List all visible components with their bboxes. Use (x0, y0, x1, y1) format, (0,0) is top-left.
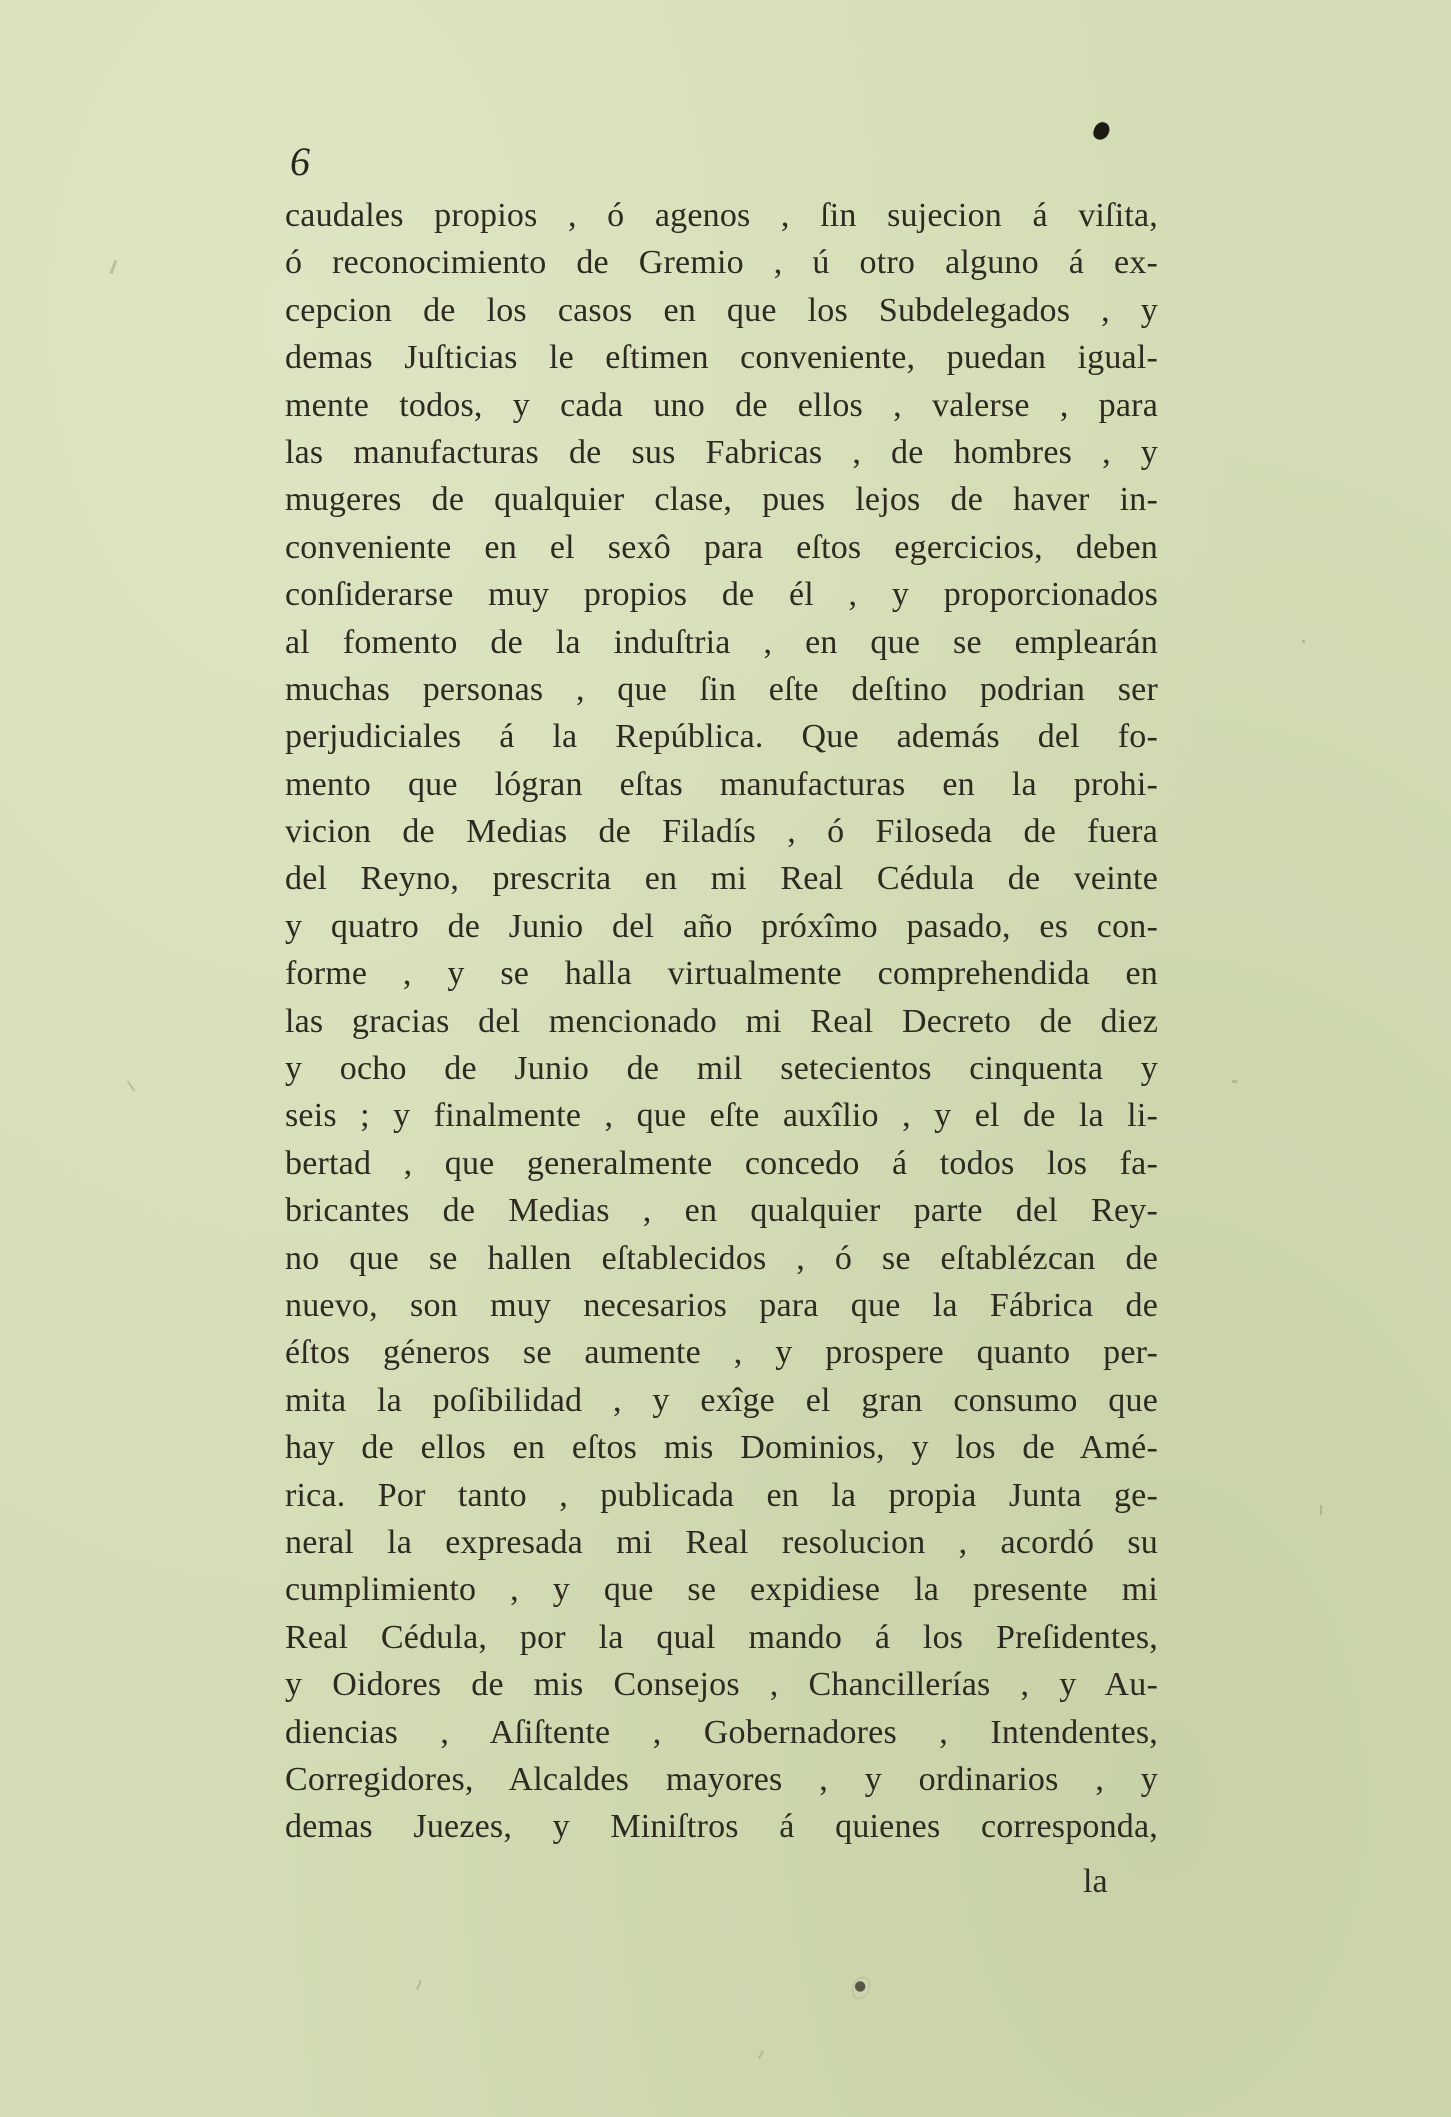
text-line: caudales propios , ó agenos , ſin sujecion á viſita, (285, 197, 1158, 234)
text-line: las manufacturas de sus Fabricas , de hombres , y (285, 433, 1158, 471)
text-line: hay de ellos en eſtos mis Dominios, y los de Amé- (285, 1429, 1158, 1467)
text-line: rica. Por tanto , publicada en la propia Junta ge- (285, 1476, 1158, 1514)
text-line: demas Juſticias le eſtimen conveniente, puedan igual- (285, 339, 1158, 377)
text-line: mento que lógran eſtas manufacturas en la prohi- (285, 765, 1158, 803)
paper-speck (127, 1081, 136, 1092)
text-line: y quatro de Junio del año próxîmo pasado, es con- (285, 907, 1158, 945)
text-line: mente todos, y cada uno de ellos , valerse , para (285, 386, 1158, 424)
text-line: conſiderarse muy propios de él , y proporcionados (285, 576, 1158, 614)
text-line: ó reconocimiento de Gremio , ú otro alguno á ex- (285, 244, 1158, 282)
body-text (285, 192, 1158, 1851)
text-line: diencias , Aſiſtente , Gobernadores , Intendentes, (285, 1713, 1158, 1751)
text-line: y Oidores de mis Consejos , Chancillerías , y Au- (285, 1666, 1158, 1704)
catchword: la (1083, 1863, 1108, 1900)
paper-speck (1232, 1080, 1237, 1083)
paper-speck (1302, 640, 1305, 643)
paper-speck (1320, 1505, 1322, 1515)
paper-speck (758, 2050, 764, 2059)
text-line: Real Cédula, por la qual mando á los Preſidentes, (285, 1618, 1158, 1656)
text-line: del Reyno, prescrita en mi Real Cédula de veinte (285, 860, 1158, 898)
paper-speck (416, 1980, 422, 1990)
text-line: éſtos géneros se aumente , y prospere quanto per- (285, 1334, 1158, 1372)
text-line: cumplimiento , y que se expidiese la presente mi (285, 1571, 1158, 1609)
text-line: demas Juezes, y Miniſtros á quienes corresponda, (285, 1808, 1158, 1846)
text-line: cepcion de los casos en que los Subdelegados , y (285, 291, 1158, 329)
text-line: mugeres de qualquier clase, pues lejos de haver in- (285, 481, 1158, 519)
text-line: vicion de Medias de Filadís , ó Filoseda de fuera (285, 813, 1158, 851)
text-line: bricantes de Medias , en qualquier parte del Rey- (285, 1192, 1158, 1230)
text-line: muchas personas , que ſin eſte deſtino podrian ser (285, 670, 1158, 708)
text-line: perjudiciales á la República. Que además del fo- (285, 718, 1158, 756)
text-line: forme , y se halla virtualmente comprehendida en (285, 955, 1158, 993)
ink-blot-mark (1091, 120, 1111, 142)
text-line: bertad , que generalmente concedo á todos los fa- (285, 1144, 1158, 1182)
text-line: mita la poſibilidad , y exîge el gran consumo que (285, 1381, 1158, 1419)
text-line: seis ; y finalmente , que eſte auxîlio , y el de la li- (285, 1097, 1158, 1135)
text-line: Corregidores, Alcaldes mayores , y ordinarios , y (285, 1760, 1158, 1798)
text-line: conveniente en el sexô para eſtos egercicios, deben (285, 528, 1158, 566)
text-line: al fomento de la induſtria , en que se emplearán (285, 623, 1158, 661)
text-line: las gracias del mencionado mi Real Decreto de diez (285, 1002, 1158, 1040)
paper-speck (110, 260, 118, 274)
text-line: neral la expresada mi Real resolucion , acordó su (285, 1523, 1158, 1561)
page-number: 6 (290, 139, 310, 184)
text-line: y ocho de Junio de mil setecientos cinquenta y (285, 1050, 1158, 1088)
text-line: no que se hallen eſtablecidos , ó se eſtablézcan de (285, 1239, 1158, 1277)
text-line: nuevo, son muy necesarios para que la Fábrica de (285, 1286, 1158, 1324)
ink-blot-mark-bottom (848, 1973, 874, 2002)
